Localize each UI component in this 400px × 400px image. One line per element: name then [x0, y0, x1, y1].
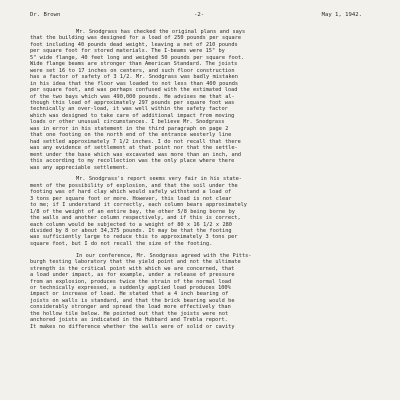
text-line: that one footing on the north end of the entrance westerly line — [30, 132, 232, 139]
body-paragraph — [30, 253, 374, 330]
text-line: were set 16 to 17 inches on centers, and such floor construction — [30, 67, 235, 74]
text-line: burgh testing laboratory that the yield point and not the ultimate — [30, 259, 241, 266]
text-line: Mr. Snodgrass has checked the original plans and says — [76, 29, 246, 35]
text-line: of the two bays which was 490,000 pounds. He advises me that al- — [30, 93, 235, 100]
letter-date: May 1, 1942. — [321, 12, 362, 18]
text-line: each column would be subjected to a weight of 80 x 16 1/2 x 280 — [30, 221, 232, 228]
text-line: though this load of approximately 297 pounds per square foot was — [30, 99, 235, 106]
text-line: foot including 40 pounds dead weight, leaving a net of 210 pounds — [30, 41, 238, 48]
text-line: ment under the base which was excavated was more than an inch, and — [30, 151, 242, 158]
text-line: impact or increase of load. He stated that a 4 inch bearing of — [30, 291, 229, 298]
text-line: square foot, but I do not recall the size of the footing. — [30, 240, 213, 247]
text-line: ment of the possibility of explosion, and that the soil under the — [30, 182, 238, 189]
text-line: from an explosion, produces twice the strain of the normal load — [30, 278, 232, 285]
text-line: Mr. Snodgrass's report seems very fair in his state- — [76, 176, 242, 183]
text-line: has a factor of safety of 3 1/2. Mr. Snodgrass was badly mistaken — [30, 74, 238, 81]
text-line: technically an over-load, it was well within the safety factor — [30, 106, 228, 113]
text-line: was sufficiently large to reduce this to approximately 3 tons per — [30, 234, 238, 241]
text-line: that the building was designed for a load of 250 pounds per square — [30, 35, 242, 42]
text-line: the hollow tile below. He pointed out that the joists were not — [30, 310, 229, 317]
recipient-name: Dr. Brown — [30, 12, 61, 18]
body-paragraph — [30, 176, 374, 247]
text-line: 1/8 of the weight of an entire bay, the other 5/8 being borne by — [30, 208, 235, 215]
text-line: which was designed to take care of additional impact from moving — [30, 112, 235, 119]
text-line: anchored joists as indicated in the Hubbard and Trebla report. — [30, 317, 228, 324]
text-line: joists on walls is standard, and that the brick bearing would be — [30, 297, 235, 304]
text-line: to me; if I understand it correctly, each column bears approximately — [30, 202, 247, 209]
text-line: In our conference, Mr. Snodgrass agreed with the Pitts- — [76, 252, 252, 259]
text-line: It makes no difference whether the walls were of solid or cavity — [30, 323, 235, 330]
text-line: divided by 8 or about 34,375 pounds. It may be that the footing — [30, 227, 232, 234]
text-line: 3 tons per square foot or more. However, this load is not clear — [30, 195, 232, 202]
text-line: considerably stronger and spread the load more effectively than — [30, 304, 231, 311]
body-paragraph — [30, 29, 374, 171]
text-line: was any appreciable settlement. — [30, 164, 129, 171]
text-line: or technically expressed, a suddenly applied load produces 100% — [30, 285, 231, 291]
page-number: -2- — [194, 12, 205, 18]
text-line: strength is the critical point with which we are concerned, that — [30, 265, 235, 272]
text-line: per square foot, and was perhaps confused with the estimated load — [30, 87, 238, 94]
text-line: was any evidence of settlement at that point nor that the settle- — [30, 145, 238, 152]
text-line: Wide flange beams are stronger than American Standard. The joists — [30, 61, 238, 68]
text-line: loads or other unusual circumstances. I believe Mr. Snodgrass — [30, 119, 225, 126]
letter-body — [30, 29, 374, 336]
text-line: in his idea that the floor was loaded to not less than 400 pounds — [30, 80, 239, 87]
text-line: 5" wide flange, 40 feet long and weighed 50 pounds per square foot. — [30, 54, 245, 61]
text-line: a load under impact, as for example, under a release of pressure — [30, 272, 235, 279]
page-header — [0, 10, 400, 20]
text-line: was in error in his statement in the third paragraph on page 2 — [30, 125, 229, 132]
text-line: this according to my recollection was the only place where there — [30, 158, 235, 165]
text-line: the walls and another column respectively, and if this is correct, — [30, 215, 241, 222]
text-line: per square foot for stored materials. The I-beams were 15" by — [30, 48, 225, 55]
text-line: footing was of hard clay which would safely withstand a load of — [30, 189, 232, 196]
text-line: had settled approximately 7 1/2 inches. I do not recall that there — [30, 138, 241, 145]
